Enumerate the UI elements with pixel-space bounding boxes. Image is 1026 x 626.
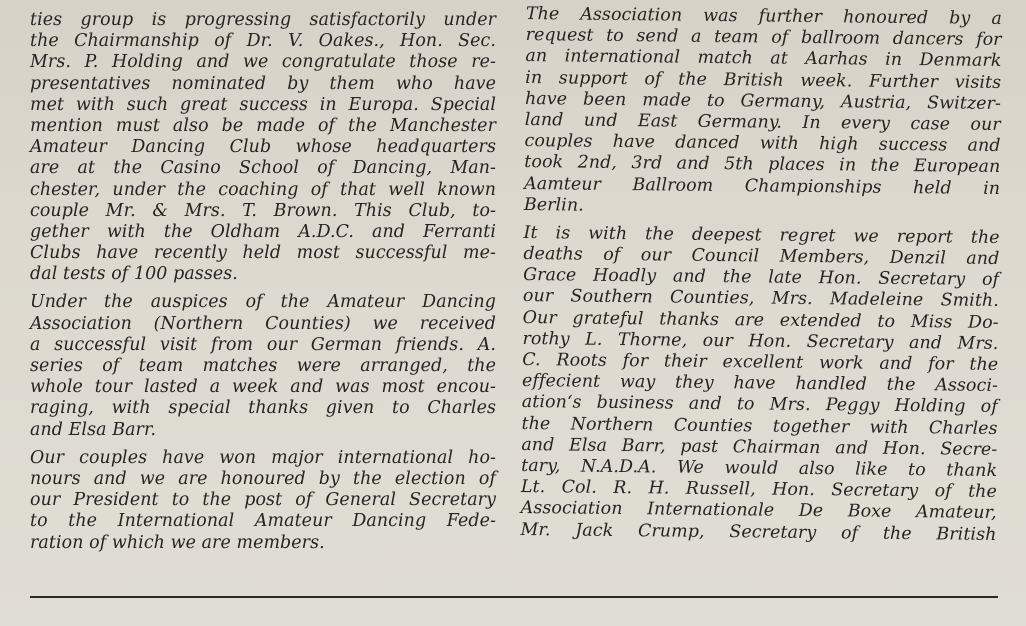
text-line: Amateur Dancing Club whose headquarters xyxy=(30,137,496,158)
text-line: Under the auspices of the Amateur Dancing xyxy=(30,292,496,313)
paragraph-gap xyxy=(30,441,496,448)
text-line: Our couples have won major international ho- xyxy=(30,447,496,468)
text-line: dal tests of 100 passes. xyxy=(30,264,238,285)
text-line: to the International Amateur Dancing Fede- xyxy=(30,511,496,532)
text-line: Clubs have recently held most successful me- xyxy=(30,243,496,264)
text-line: presentatives nominated by them who have xyxy=(30,73,496,94)
text-line: effecient way they have handled the Associ- xyxy=(521,371,999,397)
text-line: deaths of our Council Members, Denzil and xyxy=(523,244,1000,270)
right-column xyxy=(520,4,1002,546)
paragraph-gap xyxy=(30,285,496,292)
text-line: Association Internationale De Boxe Amateur, xyxy=(520,498,997,524)
text-line: request to send a team of ballroom dancers for xyxy=(525,25,1002,51)
text-line: Lt. Col. R. H. Russell, Hon. Secretary of the xyxy=(520,477,998,503)
footer-rule xyxy=(30,596,998,598)
text-line: took 2nd, 3rd and 5th places in the European xyxy=(524,152,1001,178)
text-line: Mr. Jack Crump, Secretary of the British xyxy=(520,519,997,545)
text-line: and Elsa Barr, past Chairman and Hon. Secre- xyxy=(521,434,998,460)
text-line: couples have danced with high success and xyxy=(524,131,1001,157)
text-line: an international match at Aarhas in Denmark xyxy=(525,46,1002,72)
text-line: the Northern Counties together with Charles xyxy=(521,413,998,439)
left-column xyxy=(30,10,496,554)
paragraph xyxy=(524,4,1002,221)
paragraph xyxy=(30,10,496,285)
text-line: in support of the British week. Further visits xyxy=(525,67,1002,93)
text-line: are at the Casino School of Dancing, Man- xyxy=(30,158,496,179)
text-line: It is with the deepest regret we report the xyxy=(523,222,1000,248)
text-line: our Southern Counties, Mrs. Madeleine Smith. xyxy=(522,286,1000,312)
text-line: Aamteur Ballroom Championships held in xyxy=(524,173,1001,199)
text-line: ation‘s business and to Mrs. Peggy Holding of xyxy=(521,392,998,418)
text-line: tary, N.A.D.A. We would also like to thank xyxy=(521,455,998,481)
text-line: the Chairmanship of Dr. V. Oakes., Hon. Sec. xyxy=(30,31,496,52)
text-line: nours and we are honoured by the election of xyxy=(30,468,496,489)
paragraph xyxy=(30,448,496,554)
text-line: chester, under the coaching of that well known xyxy=(30,179,496,200)
text-line: raging, with special thanks given to Charles xyxy=(30,398,496,419)
text-line: Our grateful thanks are extended to Miss Do- xyxy=(522,307,999,333)
text-line: Association (Northern Counties) we received xyxy=(30,313,496,334)
text-line: Mrs. P. Holding and we congratulate those re- xyxy=(30,52,496,73)
text-line: gether with the Oldham A.D.C. and Ferranti xyxy=(30,221,496,242)
text-line: series of team matches were arranged, the xyxy=(30,356,496,376)
text-line: couple Mr. & Mrs. T. Brown. This Club, to- xyxy=(30,200,496,221)
text-line: met with such great success in Europa. Special xyxy=(30,94,496,115)
paragraph xyxy=(520,223,999,546)
text-line: Grace Hoadly and the late Hon. Secretary of xyxy=(523,265,1000,291)
paragraph xyxy=(30,292,496,440)
text-line: rothy L. Thorne, our Hon. Secretary and Mrs. xyxy=(522,328,999,354)
text-line: and Elsa Barr. xyxy=(30,419,157,440)
text-line: whole tour lasted a week and was most encou- xyxy=(30,377,496,398)
text-line: a successful visit from our German friends. A. xyxy=(30,334,496,355)
text-line: have been made to Germany, Austria, Switzer- xyxy=(524,88,1002,114)
text-line: ration of which we are members. xyxy=(30,532,325,553)
text-line: land und East Germany. In every case our xyxy=(524,109,1001,135)
text-line: ties group is progressing satisfactorily under xyxy=(30,10,496,30)
text-line: mention must also be made of the Manchester xyxy=(30,115,496,136)
text-line: Berlin. xyxy=(523,194,584,216)
text-line: The Association was further honoured by a xyxy=(525,4,1002,29)
text-line: our President to the post of General Secretary xyxy=(30,490,496,511)
text-line: C. Roots for their excellent work and for the xyxy=(522,349,999,375)
